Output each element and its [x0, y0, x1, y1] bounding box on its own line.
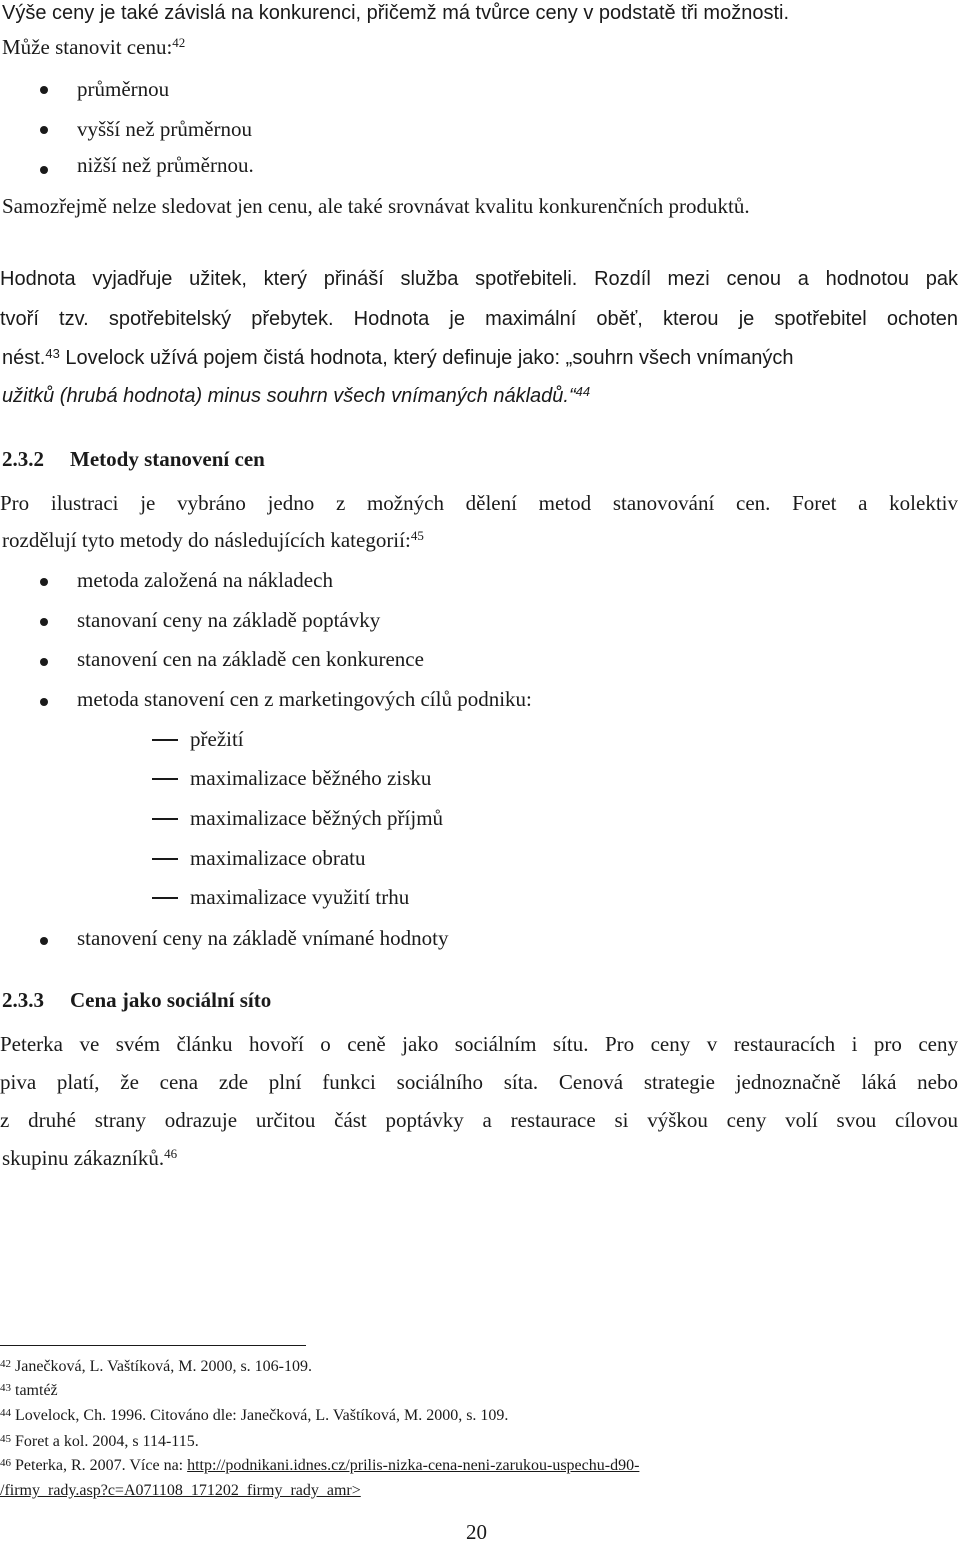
bullet-icon — [40, 698, 48, 706]
bullet-icon — [40, 86, 48, 94]
goal-4: maximalizace obratu — [190, 846, 366, 870]
footnote-number: 45 — [0, 1433, 11, 1445]
footnote-text: Lovelock, Ch. 1996. Citováno dle: Janečková, L. Vaštíková, M. 2000, s. 109. — [15, 1407, 509, 1424]
method-2: stanovaní ceny na základě poptávky — [77, 608, 381, 632]
footnote-ref-45: 45 — [410, 528, 424, 543]
section-232-line-2-text: rozdělují tyto metody do následujících kategorií: — [2, 528, 411, 552]
page-number: 20 — [466, 1520, 487, 1544]
footnote-number: 46 — [0, 1457, 11, 1469]
footnote-number: 44 — [0, 1407, 11, 1419]
footnote-text: tamtéž — [15, 1382, 58, 1399]
goal-3: maximalizace běžných příjmů — [190, 806, 444, 830]
bullet-icon — [40, 658, 48, 666]
footnote-number: 43 — [0, 1382, 11, 1394]
method-1: metoda založená na nákladech — [77, 568, 333, 592]
dash-icon — [152, 739, 178, 741]
bullet-icon — [40, 578, 48, 586]
method-5: stanovení ceny na základě vnímané hodnoty — [77, 926, 449, 950]
section-232-line-1: Pro ilustraci je vybráno jedno z možných dělení metod stanovování cen. Foret a kolektiv — [0, 491, 958, 515]
footnote-43 — [0, 1381, 58, 1401]
footnote-number: 42 — [0, 1358, 11, 1370]
footnote-link-cont[interactable]: /firmy_rady.asp?c=A071108_171202_firmy_rady_amr> — [0, 1482, 361, 1499]
goal-1: přežití — [190, 727, 244, 751]
footnote-separator — [0, 1345, 306, 1346]
intro-line-2 — [2, 34, 185, 60]
section-233-line-3: z druhé strany odrazuje určitou část poptávky a restaurace si výškou ceny volí svou cílovou — [0, 1108, 958, 1132]
section-heading-232 — [2, 446, 265, 472]
method-3: stanovení cen na základě cen konkurence — [77, 647, 424, 671]
section-number: 2.3.3 — [2, 988, 44, 1012]
value-para-line-4 — [2, 383, 590, 409]
footnote-45 — [0, 1432, 199, 1452]
footnote-text: Janečková, L. Vaštíková, M. 2000, s. 106-109. — [15, 1358, 312, 1375]
dash-icon — [152, 818, 178, 820]
goal-5: maximalizace využití trhu — [190, 885, 410, 909]
footnote-42 — [0, 1357, 312, 1377]
value-para-line-3a: nést. — [2, 347, 46, 369]
section-232-line-2 — [2, 527, 424, 553]
footnote-44 — [0, 1406, 508, 1426]
section-heading-233 — [2, 987, 271, 1013]
footnote-ref-44: 44 — [575, 384, 591, 399]
section-233-line-2: piva platí, že cena zde plní funkci sociálního síta. Cenová strategie jednoznačně láká nebo — [0, 1070, 958, 1094]
value-para-line-3 — [2, 345, 794, 371]
dash-icon — [152, 858, 178, 860]
price-option-2: vyšší než průměrnou — [77, 117, 252, 141]
intro-line-3: Samozřejmě nelze sledovat jen cenu, ale také srovnávat kvalitu konkurenčních produktů. — [2, 194, 750, 218]
intro-line-2-text: Může stanovit cenu: — [2, 35, 173, 59]
footnote-ref-42: 42 — [172, 35, 186, 50]
bullet-icon — [40, 618, 48, 626]
footnote-46-cont — [0, 1481, 361, 1501]
footnote-ref-43: 43 — [45, 346, 60, 361]
footnote-ref-46: 46 — [164, 1146, 178, 1161]
footnote-text: Foret a kol. 2004, s 114-115. — [15, 1433, 199, 1450]
footnote-text: Peterka, R. 2007. Více na: — [15, 1457, 188, 1474]
footnote-link[interactable]: http://podnikani.idnes.cz/prilis-nizka-cena-neni-zarukou-uspechu-d90- — [187, 1457, 640, 1474]
footnote-46 — [0, 1456, 639, 1476]
value-para-line-2: tvoří tzv. spotřebitelský přebytek. Hodnota je maximální oběť, kterou je spotřebitel ochoten — [0, 308, 958, 330]
bullet-icon — [40, 166, 48, 174]
section-title: Metody stanovení cen — [70, 447, 265, 471]
bullet-icon — [40, 126, 48, 134]
price-option-1: průměrnou — [77, 77, 170, 101]
intro-line-1: Výše ceny je také závislá na konkurenci, přičemž má tvůrce ceny v podstatě tři možnosti. — [2, 2, 790, 24]
method-4: metoda stanovení cen z marketingových cílů podniku: — [77, 687, 532, 711]
value-para-line-4-text: užitků (hrubá hodnota) minus souhrn všech vnímaných nákladů.“ — [2, 385, 576, 407]
section-title: Cena jako sociální síto — [70, 988, 272, 1012]
price-option-3: nižší než průměrnou. — [77, 153, 254, 177]
section-233-line-1: Peterka ve svém článku hovoří o ceně jako sociálním sítu. Pro ceny v restauracích i pro ceny — [0, 1032, 958, 1056]
dash-icon — [152, 778, 178, 780]
value-para-line-3b: Lovelock užívá pojem čistá hodnota, který definuje jako: „souhrn všech vnímaných — [59, 347, 794, 369]
value-para-line-1: Hodnota vyjadřuje užitek, který přináší služba spotřebiteli. Rozdíl mezi cenou a hodnotou pak — [0, 268, 958, 290]
goal-2: maximalizace běžného zisku — [190, 766, 432, 790]
section-233-line-4 — [2, 1145, 177, 1171]
dash-icon — [152, 897, 178, 899]
section-number: 2.3.2 — [2, 447, 44, 471]
section-233-line-4-text: skupinu zákazníků. — [2, 1146, 165, 1170]
bullet-icon — [40, 937, 48, 945]
